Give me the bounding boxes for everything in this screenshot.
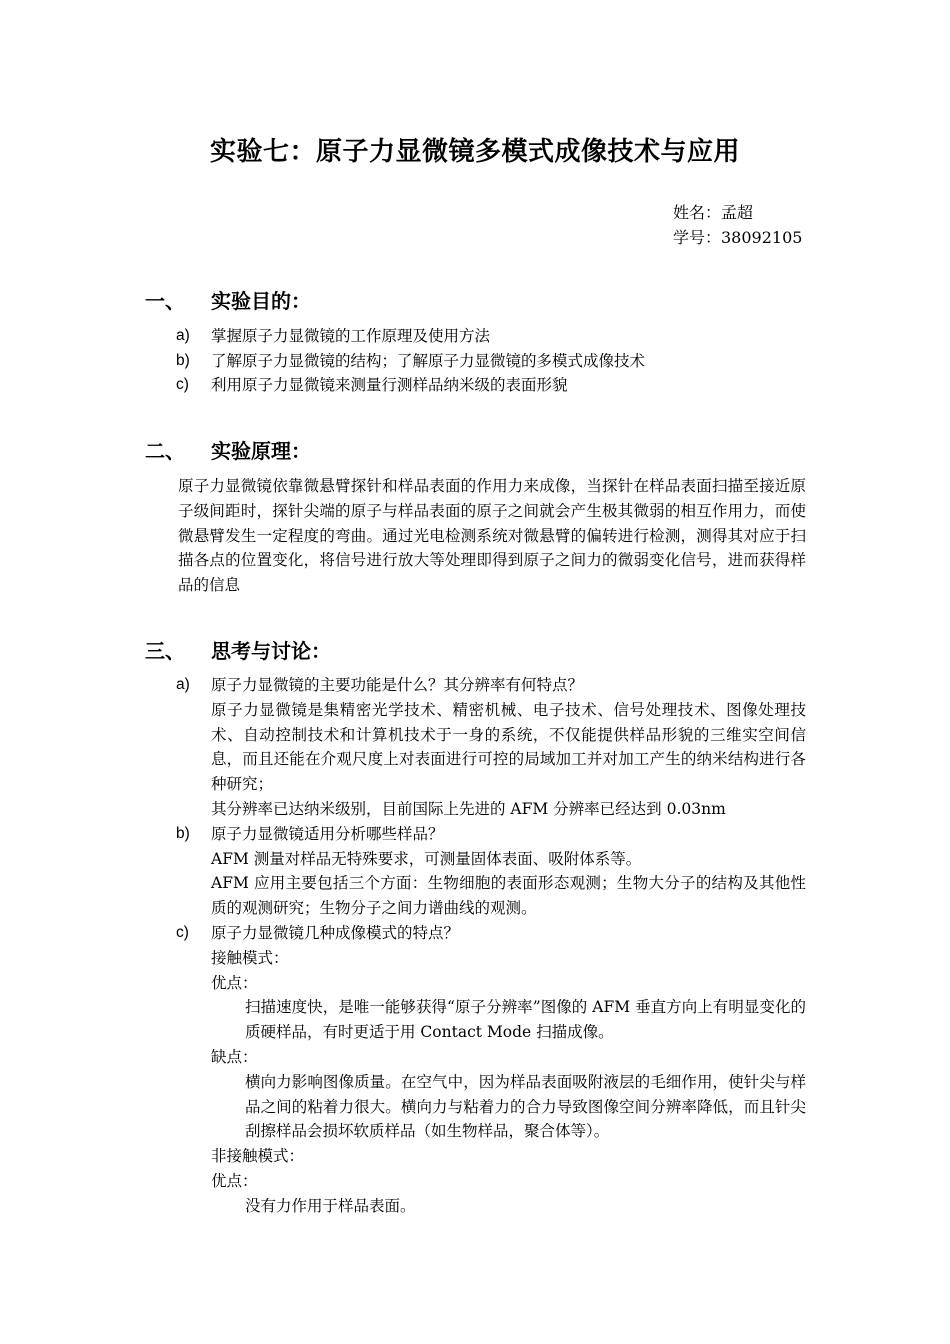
list-marker: a) — [176, 676, 190, 693]
cons-label: 缺点： — [211, 1047, 258, 1066]
section-number: 三、 — [145, 639, 185, 663]
list-item — [176, 373, 645, 398]
list-item-text: 掌握原子力显微镜的工作原理及使用方法 — [211, 327, 491, 345]
section-number: 一、 — [145, 289, 185, 313]
discussion-list — [176, 673, 806, 1219]
section-title: 实验目的： — [211, 289, 311, 313]
author-name: 姓名：孟超 — [673, 203, 754, 222]
question-text: 原子力显微镜的主要功能是什么？其分辨率有何特点？ — [211, 676, 584, 694]
mode-label-contact: 接触模式： — [211, 948, 289, 967]
list-marker: b) — [176, 351, 190, 369]
contact-pros-text: 扫描速度快，是唯一能够获得“原子分辨率”图像的 AFM 垂直方向上有明显变化的质硬样品，有时更适于用 Contact Mode 扫描成像。 — [245, 998, 806, 1042]
answer-paragraph: 原子力显微镜是集精密光学技术、精密机械、电子技术、信号处理技术、图像处理技术、自动控制技术和计算机技术于一身的系统，不仅能提供样品形貌的三维实空间信息，而且还能在介观尺度上对表面进行可控的局域加工并对加工产生的纳米结构进行各种研究； — [211, 700, 806, 794]
section-title: 思考与讨论： — [211, 639, 331, 663]
question-item — [176, 822, 806, 847]
section-heading-purpose — [145, 286, 311, 316]
principle-paragraph: 原子力显微镜依靠微悬臂探针和样品表面的作用力来成像，当探针在样品表面扫描至接近原子级间距时，探针尖端的原子与样品表面的原子之间就会产生极其微弱的相互作用力，而使微悬臂发生一定程度的弯曲。通过光电检测系统对微悬臂的偏转进行检测，测得其对应于扫描各点的位置变化，将信号进行放大等处理即得到原子之间力的微弱变化信号，进而获得样品的信息 — [178, 477, 806, 595]
noncontact-pros-text: 没有力作用于样品表面。 — [245, 1196, 416, 1215]
list-marker: b) — [176, 824, 190, 842]
student-id: 学号：38092105 — [673, 228, 803, 247]
author-block — [673, 200, 802, 250]
list-item — [176, 349, 645, 374]
answer-paragraph: AFM 测量对样品无特殊要求，可测量固体表面、吸附体系等。 — [211, 849, 642, 868]
section-heading-principle — [145, 436, 311, 466]
question-item — [176, 673, 806, 698]
question-text: 原子力显微镜几种成像模式的特点？ — [211, 923, 460, 942]
list-item-text: 了解原子力显微镜的结构；了解原子力显微镜的多模式成像技术 — [211, 351, 646, 370]
list-item — [176, 324, 645, 349]
answer-paragraph: 其分辨率已达纳米级别，目前国际上先进的 AFM 分辨率已经达到 0.03nm — [211, 799, 726, 818]
document-title: 实验七：原子力显微镜多模式成像技术与应用 — [209, 137, 740, 167]
list-marker: c) — [176, 376, 189, 393]
pros-label: 优点： — [211, 1171, 258, 1190]
section-number: 二、 — [145, 439, 185, 463]
section-heading-discussion — [145, 636, 331, 666]
purpose-list — [176, 324, 645, 398]
list-item-text: 利用原子力显微镜来测量行测样品纳米级的表面形貌 — [211, 376, 568, 394]
question-text: 原子力显微镜适用分析哪些样品？ — [211, 824, 444, 843]
pros-label: 优点： — [211, 973, 258, 992]
answer-paragraph: AFM 应用主要包括三个方面：生物细胞的表面形态观测；生物大分子的结构及其他性质的观测研究；生物分子之间力谱曲线的观测。 — [211, 874, 806, 918]
contact-cons-text: 横向力影响图像质量。在空气中，因为样品表面吸附液层的毛细作用，使针尖与样品之间的粘着力很大。横向力与粘着力的合力导致图像空间分辨率降低，而且针尖刮擦样品会损坏软质样品（如生物样品，聚合体等）。 — [245, 1072, 806, 1141]
list-marker: a) — [176, 327, 190, 344]
mode-label-noncontact: 非接触模式： — [211, 1147, 305, 1166]
section-title: 实验原理： — [211, 439, 311, 463]
list-marker: c) — [176, 923, 189, 941]
question-item — [176, 921, 806, 946]
